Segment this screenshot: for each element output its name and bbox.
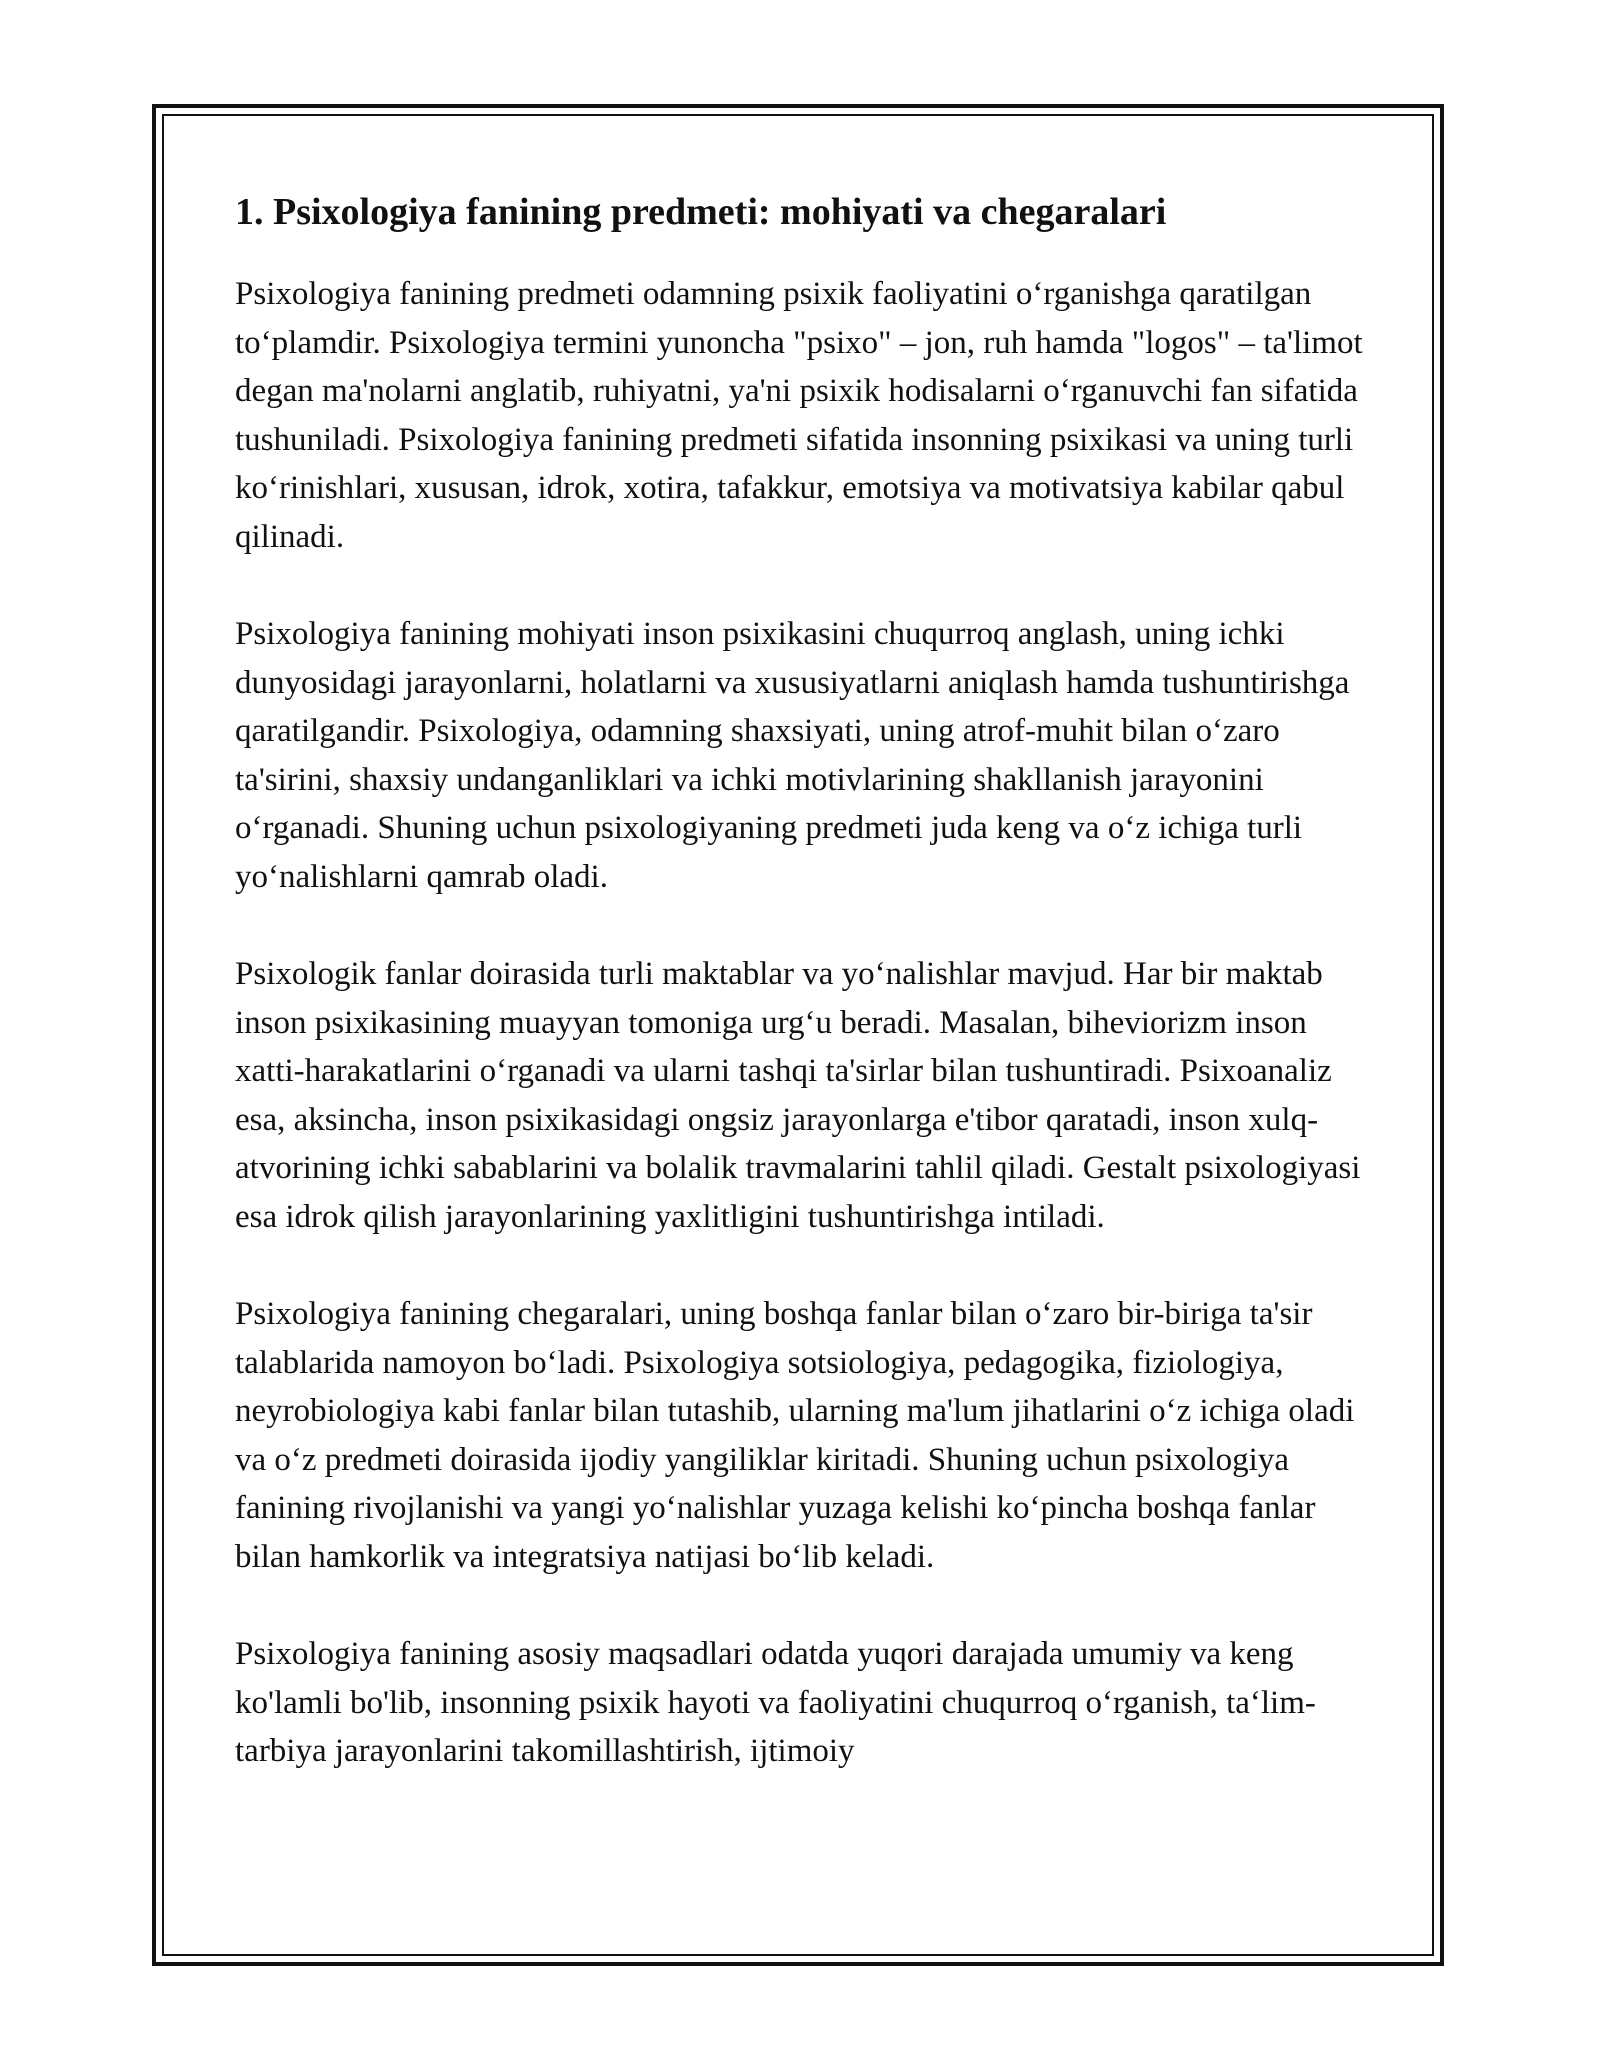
paragraph-boundaries: Psixologiya fanining chegaralari, uning boshqa fanlar bilan o‘zaro bir-biriga ta'sir talablarida namoyon bo‘ladi. Psixologiya sotsiologiya, pedagogika, fiziologiya, neyrobiologiya kabi fanlar bilan tutashib, ularning ma'lum jihatlarini o‘z ichiga oladi va o‘z predmeti doirasida ijodiy yangiliklar kiritadi. Shuning uchun psixologiya fanining rivojlanishi va yangi yo‘nalishlar yuzaga kelishi ko‘pincha boshqa fanlar bilan hamkorlik va integratsiya natijasi bo‘lib keladi. — [235, 1296, 1355, 1575]
paragraph-goals: Psixologiya fanining asosiy maqsadlari odatda yuqori darajada umumiy va keng ko'lamli bo'lib, insonning psixik hayoti va faoliyatini chuqurroq o‘rganish, ta‘lim-tarbiya jarayonlarini takomillashtirish, ijtimoiy — [235, 1636, 1316, 1769]
paragraph-subject: Psixologiya fanining predmeti odamning psixik faoliyatini o‘rganishga qaratilgan to‘plamdir. Psixologiya termini yunoncha "psixo" – jon, ruh hamda "logos" – ta'limot degan ma'nolarni anglatib, ruhiyatni, ya'ni psixik hodisalarni o‘rganuvchi fan sifatida tushuniladi. Psixologiya fanining predmeti sifatida insonning psixikasi va uning turli ko‘rinishlari, xususan, idrok, xotira, tafakkur, emotsiya va motivatsiya kabilar qabul qilinadi. — [235, 276, 1363, 555]
paragraph-essence: Psixologiya fanining mohiyati inson psixikasini chuqurroq anglash, uning ichki dunyosidagi jarayonlarni, holatlarni va xususiyatlarni aniqlash hamda tushuntirishga qaratilgandir. Psixologiya, odamning shaxsiyati, uning atrof-muhit bilan o‘zaro ta'sirini, shaxsiy undanganliklari va ichki motivlarining shakllanish jarayonini o‘rganadi. Shuning uchun psixologiyaning predmeti juda keng va o‘z ichiga turli yo‘nalishlarni qamrab oladi. — [235, 616, 1350, 895]
paragraph-schools: Psixologik fanlar doirasida turli maktablar va yo‘nalishlar mavjud. Har bir maktab inson psixikasining muayyan tomoniga urg‘u beradi. Masalan, biheviorizm inson xatti-harakatlarini o‘rganadi va ularni tashqi ta'sirlar bilan tushuntiradi. Psixoanaliz esa, aksincha, inson psixikasidagi ongsiz jarayonlarga e'tibor qaratadi, inson xulq-atvorining ichki sabablarini va bolalik travmalarini tahlil qiladi. Gestalt psixologiyasi esa idrok qilish jarayonlarining yaxlitligini tushuntirishga intiladi. — [235, 956, 1361, 1235]
section-heading: 1. Psixologiya fanining predmeti: mohiyati va chegaralari — [235, 191, 1167, 233]
document-content — [235, 186, 1365, 1776]
